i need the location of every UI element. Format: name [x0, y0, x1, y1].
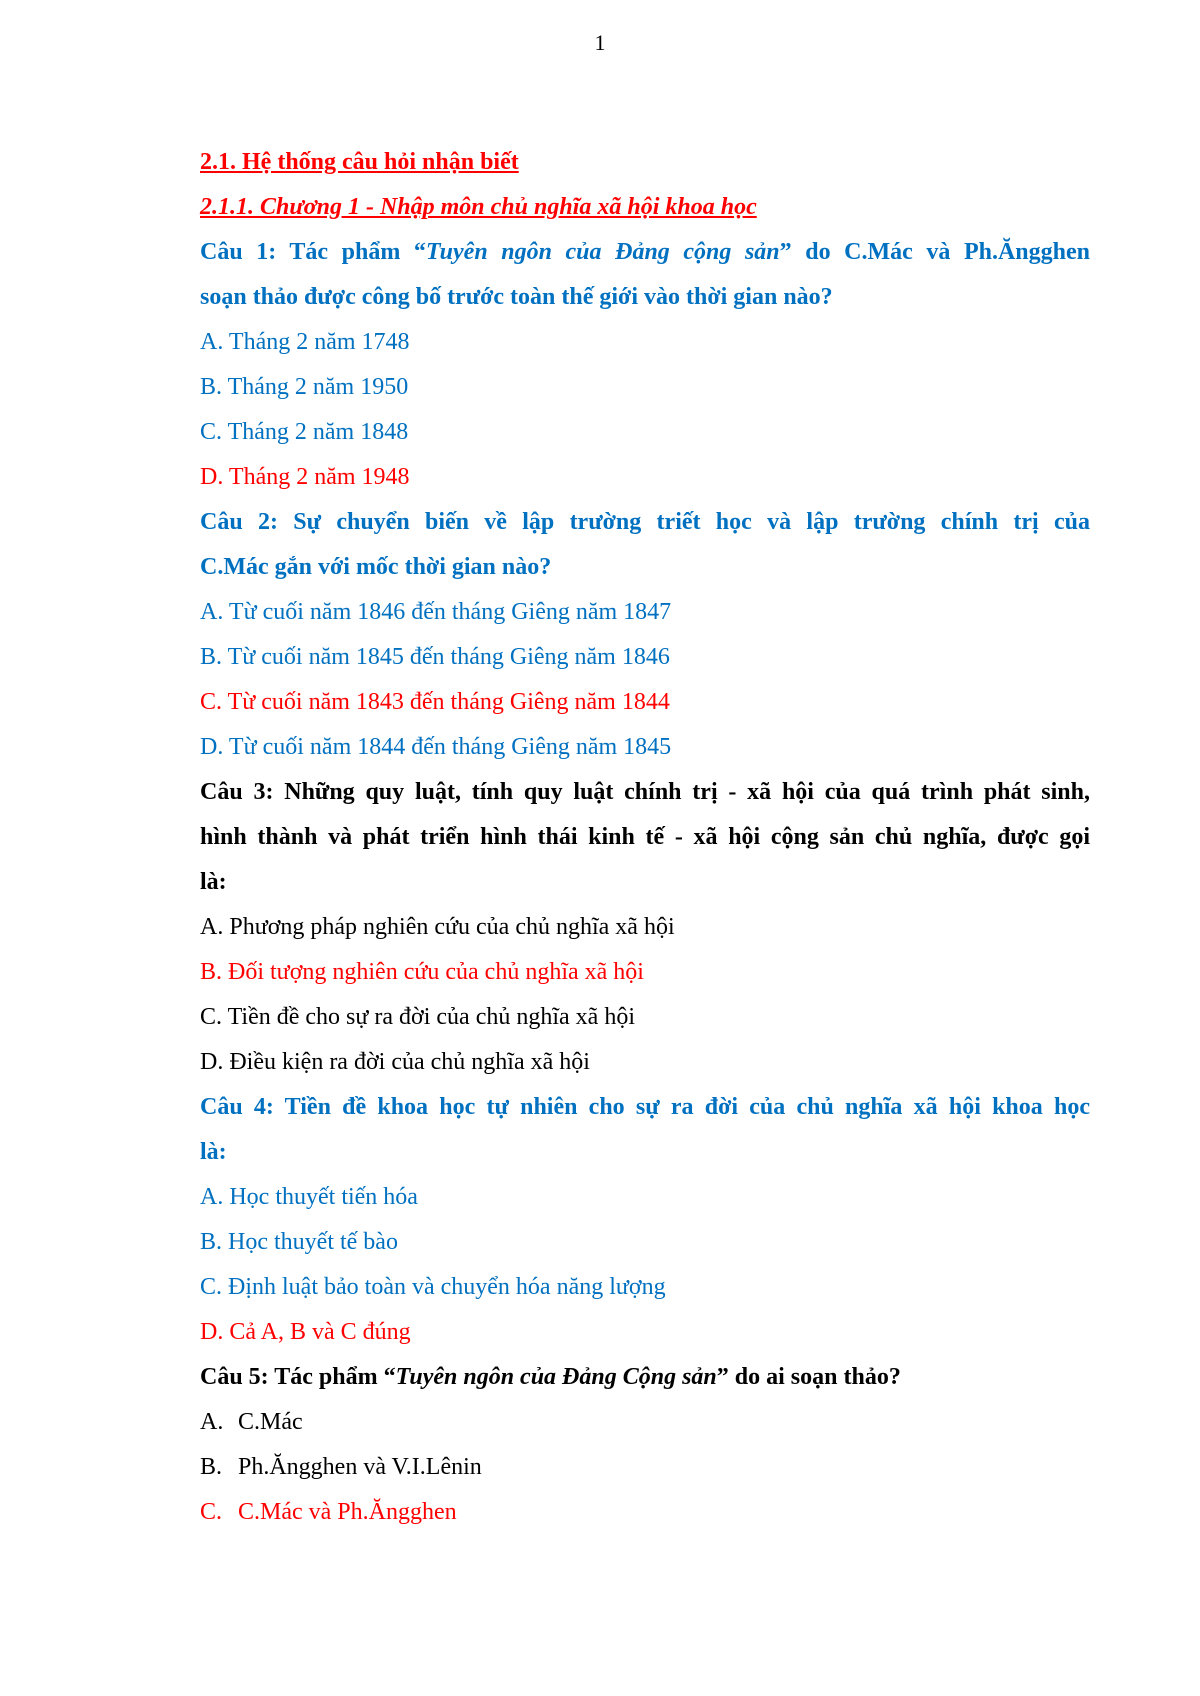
question-5-option-c-answer: C. C.Mác và Ph.Ăngghen — [200, 1499, 457, 1525]
question-5 — [200, 1355, 1090, 1535]
work-title: Tuyên ngôn của Đảng Cộng sản — [395, 1364, 717, 1390]
question-4-line-2: là: — [200, 1139, 227, 1165]
question-2-line-2: C.Mác gắn với mốc thời gian nào? — [200, 554, 552, 580]
question-4 — [200, 1085, 1090, 1355]
question-3-option-d: D. Điều kiện ra đời của chủ nghĩa xã hội — [200, 1049, 590, 1075]
question-1-line-1: Câu 1: Tác phẩm “Tuyên ngôn của Đảng cộng sản” do C.Mác và Ph.Ăngghen — [200, 239, 1090, 265]
question-3-line-2: hình thành và phát triển hình thái kinh tế - xã hội cộng sản chủ nghĩa, được gọi — [200, 824, 1090, 850]
question-3-line-1: Câu 3: Những quy luật, tính quy luật chính trị - xã hội của quá trình phát sinh, — [200, 779, 1090, 805]
question-3-option-c: C. Tiền đề cho sự ra đời của chủ nghĩa xã hội — [200, 1004, 635, 1030]
question-2-option-b: B. Từ cuối năm 1845 đến tháng Giêng năm 1846 — [200, 644, 670, 670]
question-2-option-d: D. Từ cuối năm 1844 đến tháng Giêng năm 1845 — [200, 734, 672, 760]
question-3-line-3: là: — [200, 869, 227, 895]
document-body — [200, 140, 1090, 1535]
work-title: Tuyên ngôn của Đảng cộng sản — [425, 239, 780, 265]
question-3-option-b-answer: B. Đối tượng nghiên cứu của chủ nghĩa xã hội — [200, 959, 644, 985]
question-1-option-b: B. Tháng 2 năm 1950 — [200, 374, 409, 400]
question-1-option-d-answer: D. Tháng 2 năm 1948 — [200, 464, 410, 490]
question-2 — [200, 500, 1090, 770]
question-4-option-d-answer: D. Cả A, B và C đúng — [200, 1319, 411, 1345]
question-1-option-c: C. Tháng 2 năm 1848 — [200, 419, 409, 445]
question-1-line-2: soạn thảo được công bố trước toàn thế giới vào thời gian nào? — [200, 284, 833, 310]
question-3 — [200, 770, 1090, 1085]
page-number: 1 — [594, 30, 606, 55]
question-5-option-b: B. Ph.Ăngghen và V.I.Lênin — [200, 1454, 482, 1480]
section-title: 2.1. Hệ thống câu hỏi nhận biết — [200, 149, 519, 175]
question-2-line-1: Câu 2: Sự chuyển biến về lập trường triết học và lập trường chính trị của — [200, 509, 1090, 535]
chapter-subtitle: 2.1.1. Chương 1 - Nhập môn chủ nghĩa xã hội khoa học — [200, 194, 757, 220]
question-2-option-a: A. Từ cuối năm 1846 đến tháng Giêng năm 1847 — [200, 599, 672, 625]
question-4-option-a: A. Học thuyết tiến hóa — [200, 1184, 418, 1210]
question-4-option-c: C. Định luật bảo toàn và chuyển hóa năng lượng — [200, 1274, 666, 1300]
question-4-line-1: Câu 4: Tiền đề khoa học tự nhiên cho sự ra đời của chủ nghĩa xã hội khoa học — [200, 1094, 1090, 1120]
question-5-line-1: Câu 5: Tác phẩm “Tuyên ngôn của Đảng Cộng sản” do ai soạn thảo? — [200, 1364, 901, 1390]
question-5-option-a: A. C.Mác — [200, 1409, 303, 1435]
question-1-option-a: A. Tháng 2 năm 1748 — [200, 329, 410, 355]
question-2-option-c-answer: C. Từ cuối năm 1843 đến tháng Giêng năm 1844 — [200, 689, 670, 715]
question-1 — [200, 230, 1090, 500]
question-4-option-b: B. Học thuyết tế bào — [200, 1229, 398, 1255]
question-3-option-a: A. Phương pháp nghiên cứu của chủ nghĩa xã hội — [200, 914, 675, 940]
